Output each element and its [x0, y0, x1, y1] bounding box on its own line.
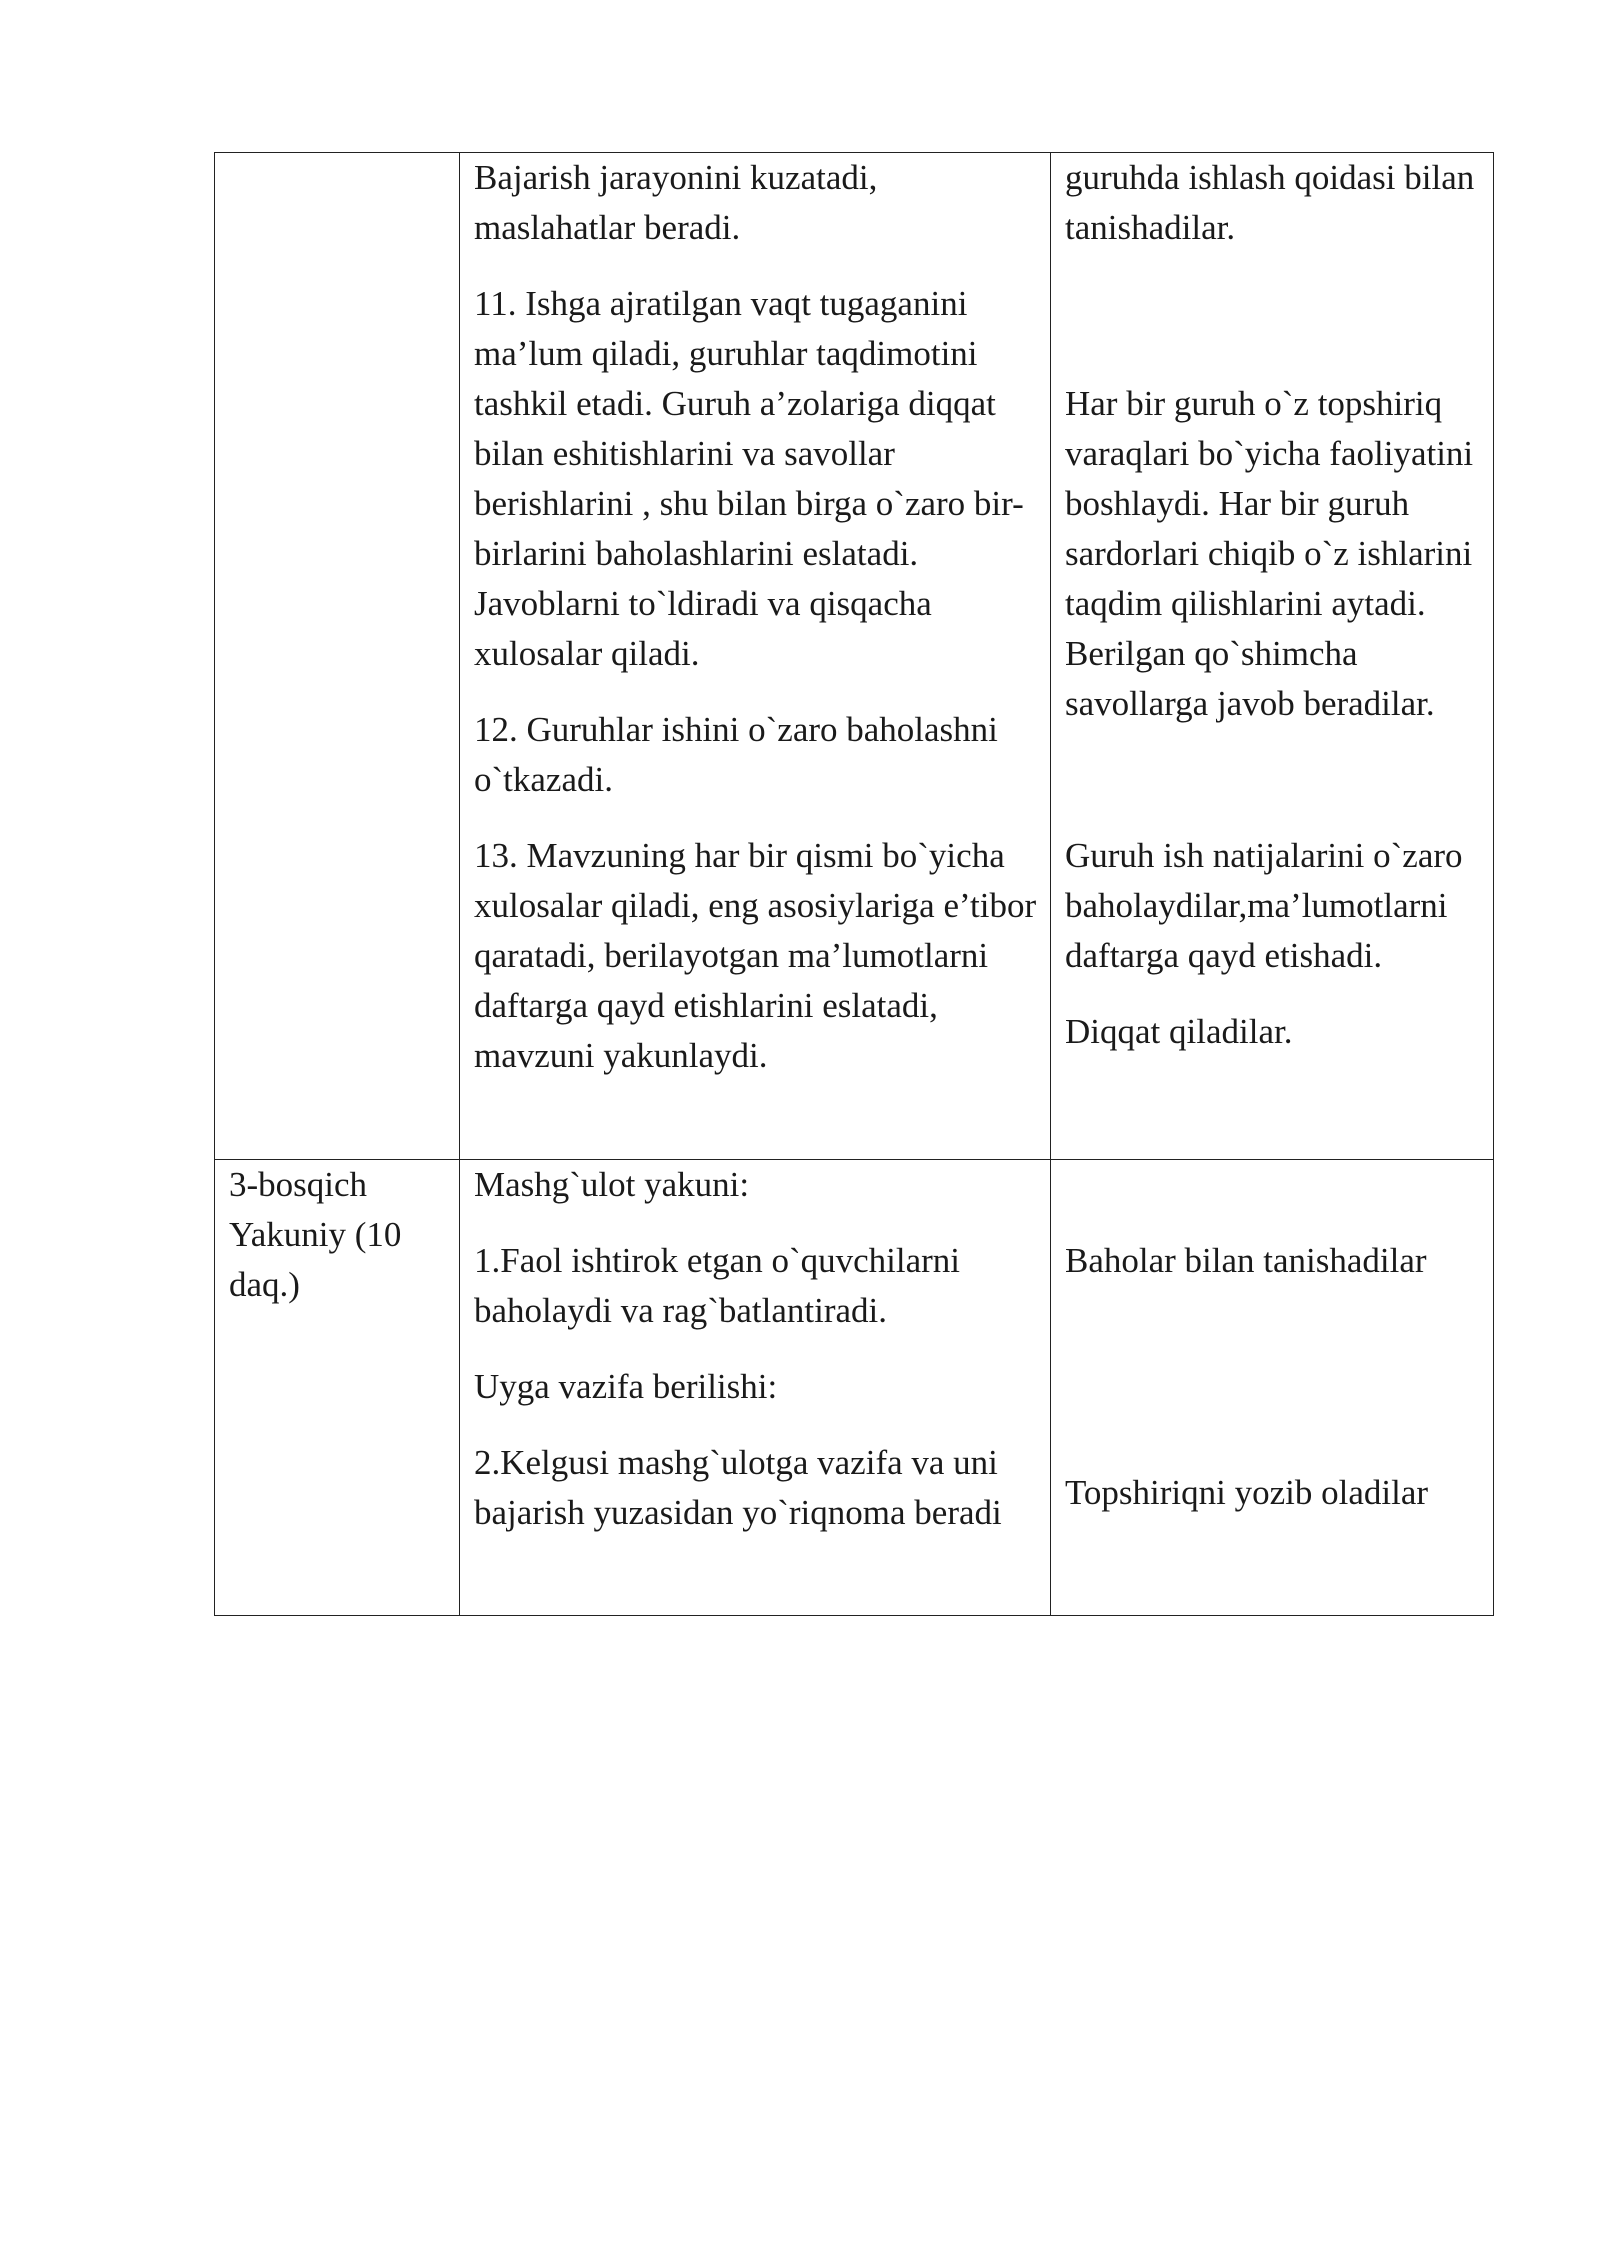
- stage-number: 3-bosqich: [229, 1165, 368, 1204]
- teacher-activity-paragraph: 13. Mavzuning har bir qismi bo`yicha xulosalar qiladi, eng asosiylariga e’tibor qaratadi, berilayotgan ma’lumotlarni daftarga qayd etishlarini eslatadi, mavzuni yakunlaydi.: [474, 836, 1037, 1075]
- student-activity-paragraph: Topshiriqni yozib oladilar: [1065, 1473, 1429, 1512]
- stage-cell: [215, 1160, 460, 1616]
- teacher-activity-cell: [460, 1160, 1051, 1616]
- lesson-plan-table: [214, 152, 1494, 1616]
- teacher-activity-paragraph: Uyga vazifa berilishi:: [474, 1367, 778, 1406]
- student-activity-paragraph: Guruh ish natijalarini o`zaro baholaydilar,ma’lumotlarni daftarga qayd etishadi.: [1065, 836, 1463, 975]
- table-row: [215, 153, 1494, 1160]
- student-activity-paragraph: Diqqat qiladilar.: [1065, 1012, 1293, 1051]
- student-activity-paragraph: Har bir guruh o`z topshiriq varaqlari bo`yicha faoliyatini boshlaydi. Har bir guruh sardorlari chiqib o`z ishlarini taqdim qilishlarini aytadi. Berilgan qo`shimcha savollarga javob beradilar.: [1065, 384, 1474, 723]
- student-activity-paragraph: guruhda ishlash qoidasi bilan tanishadilar.: [1065, 158, 1475, 247]
- teacher-activity-paragraph: 2.Kelgusi mashg`ulotga vazifa va uni bajarish yuzasidan yo`riqnoma beradi: [474, 1443, 1002, 1532]
- student-activity-paragraph: Baholar bilan tanishadilar: [1065, 1241, 1427, 1280]
- stage-cell: [215, 153, 460, 1160]
- teacher-activity-paragraph: 12. Guruhlar ishini o`zaro baholashni o`tkazadi.: [474, 710, 998, 799]
- student-activity-cell: [1051, 1160, 1494, 1616]
- teacher-activity-paragraph: Bajarish jarayonini kuzatadi, maslahatlar beradi.: [474, 158, 878, 247]
- teacher-activity-paragraph: Mashg`ulot yakuni:: [474, 1165, 750, 1204]
- stage-title: Yakuniy (10 daq.): [229, 1215, 402, 1304]
- student-activity-cell: [1051, 153, 1494, 1160]
- table-row: [215, 1160, 1494, 1616]
- teacher-activity-cell: [460, 153, 1051, 1160]
- teacher-activity-paragraph: 1.Faol ishtirok etgan o`quvchilarni baholaydi va rag`batlantiradi.: [474, 1241, 961, 1330]
- teacher-activity-paragraph: 11. Ishga ajratilgan vaqt tugaganini ma’lum qiladi, guruhlar taqdimotini tashkil etadi. Guruh a’zolariga diqqat bilan eshitishlarini va savollar berishlarini , shu bilan birga o`zaro bir-birlarini baholashlarini eslatadi. Javoblarni to`ldiradi va qisqacha xulosalar qiladi.: [474, 284, 1024, 673]
